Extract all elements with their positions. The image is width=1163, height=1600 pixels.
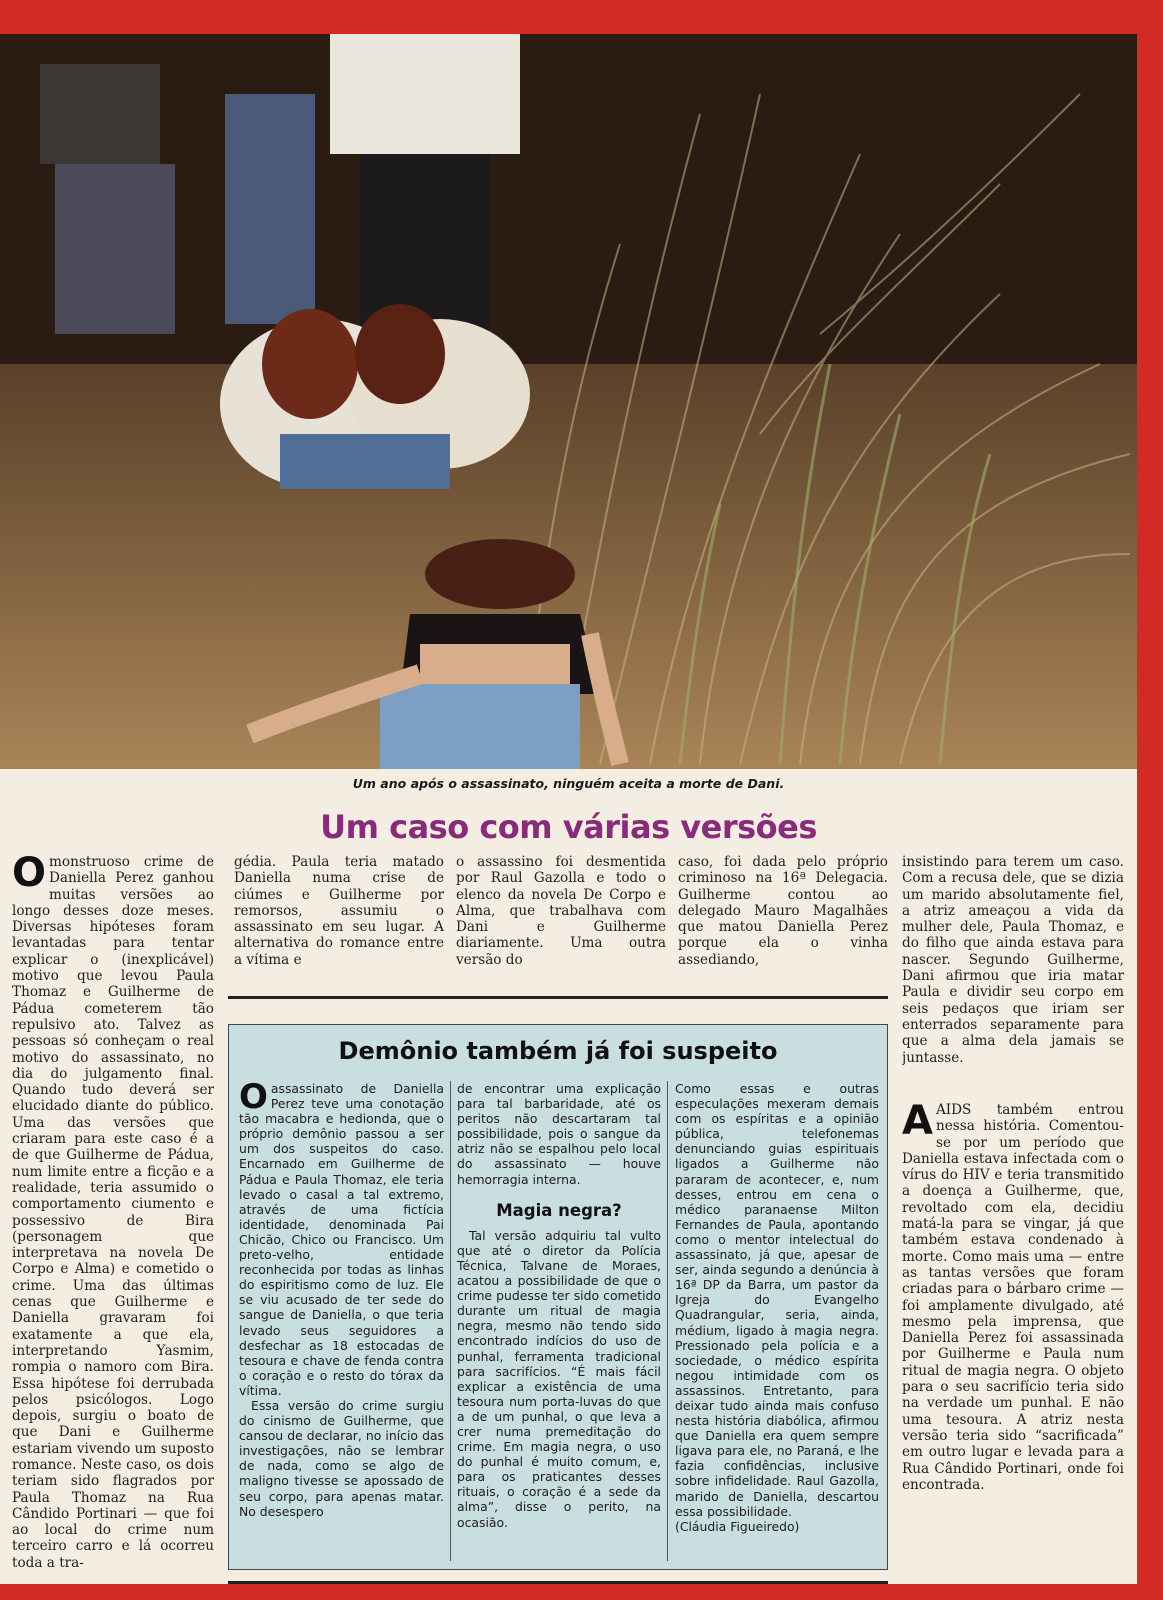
sidebar-column-2-text: de encontrar uma explicação para tal barbaridade, até os peritos não descartaram tal possibilidade, pois o sangue da atriz não se espalhou pelo local do assassinato — houve hemorragia interna. bbox=[457, 1081, 661, 1187]
sidebar-divider-1 bbox=[450, 1081, 451, 1561]
sidebar-top-rule bbox=[228, 996, 888, 999]
article-column-5-top-text: insistindo para terem um caso. Com a recusa dele, que se dizia um marido absolutamente fiel, a atriz ameaçou a vida da mulher dele, Paula Thomaz, e do filho que ainda estava para nascer. Segundo Guilherme, Dani afirmou que iria matar Paula e dividir seu corpo em seis pedaços que iriam ser enterrados separamente para que a alma dela jamais se juntasse. bbox=[902, 854, 1124, 1066]
article-column-2 bbox=[234, 854, 444, 984]
magazine-page bbox=[0, 34, 1137, 1584]
sidebar-divider-2 bbox=[667, 1081, 668, 1561]
article-column-4-text: caso, foi dada pelo próprio criminoso na 16ª Delegacia. Guilherme contou ao delegado Mauro Magalhães que matou Daniella Perez porque ela o vinha assediando, bbox=[678, 854, 888, 968]
article-column-3 bbox=[456, 854, 666, 984]
article-column-5-bottom-text: AIDS também entrou nessa história. Comentou-se por um período que Daniella estava infectada com o vírus do HIV e teria transmitido a doença a Guilherme, que, revoltado com ela, decidiu matá-la para se vingar, já que também estava condenado à morte. Como mais uma — entre as tantas versões que foram criadas para o bárbaro crime — foi amplamente divulgado, até mesmo pela imprensa, que Daniella Perez foi assassinada por Guilherme e Paula num ritual de magia negra. O objeto para o seu sacrifício teria sido na verdade um punhal. E não uma tesoura. A atriz nesta versão teria sido “sacrificada” em outro lugar e levada para a Rua Cândido Portinari, onde foi encontrada. bbox=[902, 1102, 1124, 1493]
article-column-2-text: gédia. Paula teria matado Daniella numa crise de ciúmes e Guilherme por remorsos, assumiu o assassinato em seu lugar. A alternativa do romance entre a vítima e bbox=[234, 854, 444, 968]
sidebar-column-1-text: assassinato de Daniella Perez teve uma conotação tão macabra e hedionda, que o próprio demônio passou a ser um dos suspeitos do caso. Encarnado em Guilherme de Pádua e Paula Thomaz, ele teria levado o casal a tal extremo, através de uma fictícia identidade, denominada Pai Chicão, Chico ou Francisco. Um preto-velho, entidade reconhecida por todas as linhas do espiritismo como de luz. Ele se viu acusado de ter sede do sangue de Daniella, o que teria levado seus seguidores a desfechar as 18 estocadas de tesoura e chave de fenda contra o coração e o resto do tórax da vítima. bbox=[239, 1081, 444, 1398]
photo-illustration bbox=[0, 34, 1137, 769]
article-column-1-text: monstruoso crime de Daniella Perez ganhou muitas versões ao longo desses doze meses. Diversas hipóteses foram levantadas para tentar explicar o (inexplicável) motivo que levou Paula Thomaz e Guilherme de Pádua cometerem tão repulsivo ato. Talvez as pessoas só conheçam o real motivo do assassinato, no dia do julgamento final. Quando tudo deverá ser elucidado diante do público. Uma das versões que criaram para este caso é a de que Guilherme de Pádua, num limite entre a ficção e a realidade, teria assumido o comportamento ciumento e possessivo de Bira (personagem que interpretava na novela De Corpo e Alma) e cometido o crime. Uma das últimas cenas que Guilherme e Daniella gravaram foi exatamente a que ela, interpretando Yasmim, rompia o namoro com Bira. Essa hipótese foi derrubada pelos psicólogos. Logo depois, surgiu o boato de que Dani e Guilherme estariam vivendo um suposto romance. Neste caso, os dois teriam sido flagrados por Paula Thomaz na Rua Cândido Portinari — que foi ao local do crime num terceiro carro e lá ocorreu toda a tra- bbox=[12, 854, 214, 1571]
sidebar-dropcap-o: O bbox=[239, 1081, 268, 1117]
article-column-1 bbox=[12, 854, 214, 1574]
dropcap-a: A bbox=[902, 1102, 933, 1144]
sidebar-title: Demônio também já foi suspeito bbox=[338, 1037, 778, 1065]
crime-scene-photo bbox=[0, 34, 1137, 769]
article-column-3-text: o assassino foi desmentida por Raul Gazolla e todo o elenco da novela De Corpo e Alma, que trabalhava com Dani e Guilherme diariamente. Uma outra versão do bbox=[456, 854, 666, 968]
photo-caption: Um ano após o assassinato, ninguém aceita a morte de Dani. bbox=[352, 776, 785, 791]
article-headline: Um caso com várias versões bbox=[320, 808, 817, 846]
sidebar-box bbox=[228, 1024, 888, 1570]
dropcap-o: O bbox=[12, 854, 47, 896]
sidebar-column-2 bbox=[457, 1081, 661, 1565]
sidebar-credit: (Cláudia Figueiredo) bbox=[675, 1518, 800, 1534]
article-column-5-bottom bbox=[902, 1102, 1124, 1572]
sidebar-column-3 bbox=[675, 1081, 879, 1565]
sidebar-column-2-text-2: Tal versão adquiriu tal vulto que até o diretor da Polícia Técnica, Talvane de Moraes, acatou a possibilidade de que o crime pudesse ter sido cometido durante um ritual de magia negra, mesmo não tendo sido encontrado indícios do uso de punhal, ferramenta tradicional para sacrifícios. “É mais fácil explicar a existência de uma tesoura num porta-luvas do que a de um punhal, o que leva a crer numa premeditação do crime. Em magia negra, o uso do punhal é muito comum, e, para os praticantes desses rituais, o coração é a sede da alma”, disse o perito, na ocasião. bbox=[457, 1227, 661, 1530]
article-column-4 bbox=[678, 854, 888, 984]
article-column-5-top bbox=[902, 854, 1124, 1099]
sidebar-column-3-text: Como essas e outras especulações mexeram demais com os espíritas e a opinião pública, telefonemas denunciando guias espirituais ligados a Guilherme não pararam de acontecer, e, num desses, entrou em cena o médico paranaense Milton Fernandes de Paula, apontando como o mentor intelectual do assassinato, já que, apesar de ser, ainda segundo a denúncia à 16ª DP da Barra, um pastor da Igreja do Evangelho Quadrangular, seria, ainda, médium, ligado à magia negra. Pressionado pela polícia e a sociedade, o médico espírita negou intimidade com os assassinos. Entretanto, para deixar tudo ainda mais confuso nesta história diabólica, afirmou que Daniella era quem sempre ligava para ele, no Paraná, e lhe fazia confidências, inclusive sobre infidelidade. Raul Gazolla, marido de Daniella, descartou essa possibilidade. bbox=[675, 1081, 879, 1519]
sidebar-column-1 bbox=[239, 1081, 444, 1565]
sidebar-column-1-text-2: Essa versão do crime surgiu do cinismo de Guilherme, que cansou de declarar, no início das investigações, não se lembrar de nada, como se algo de maligno tivesse se apossado de seu corpo, para apenas matar. No desespero bbox=[239, 1397, 444, 1519]
sidebar-bottom-rule bbox=[228, 1581, 888, 1584]
sidebar-subhead: Magia negra? bbox=[496, 1200, 622, 1220]
